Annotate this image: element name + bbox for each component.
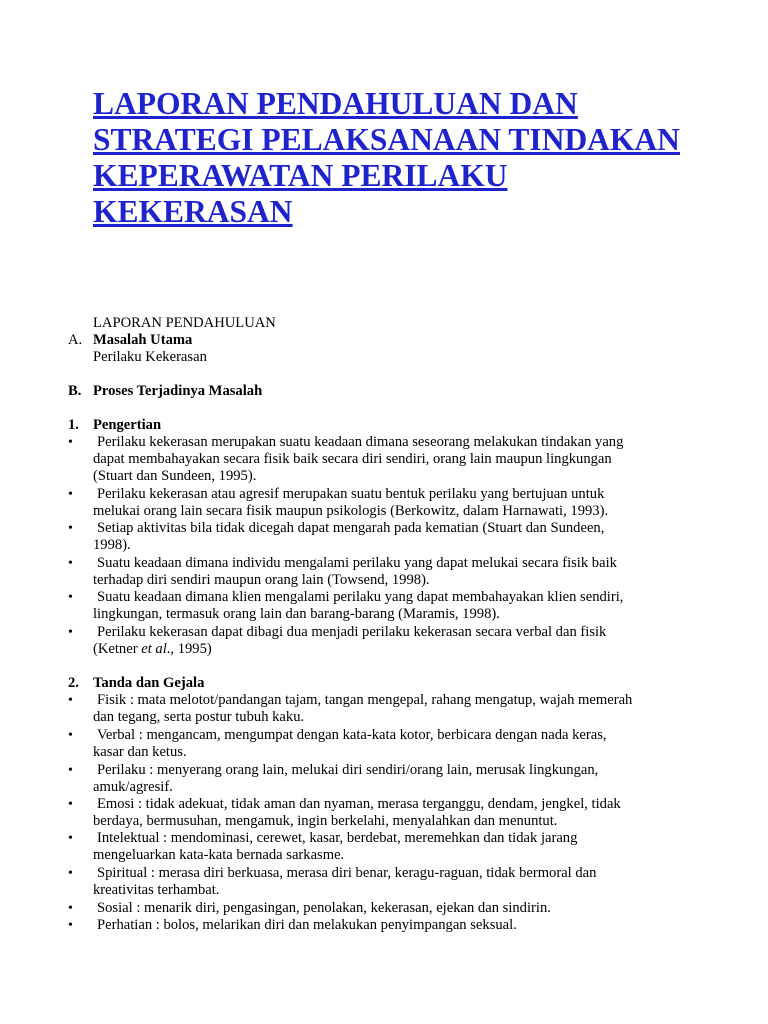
list-item-line: amuk/agresif. xyxy=(93,779,173,795)
list-item-line: berdaya, bermusuhan, mengamuk, ingin berkelahi, menyalahkan dan menuntut. xyxy=(93,813,558,829)
bullet-icon: • xyxy=(68,487,73,502)
list-item-line: Perilaku kekerasan dapat dibagi dua menjadi perilaku kekerasan secara verbal dan fisik xyxy=(97,624,607,640)
list-item-line: Suatu keadaan dimana klien mengalami perilaku yang dapat membahayakan klien sendiri, xyxy=(97,589,624,605)
list-item-line: Fisik : mata melotot/pandangan tajam, tangan mengepal, rahang mengatup, wajah memerah xyxy=(97,692,633,708)
bullet-icon: • xyxy=(68,625,73,640)
list-item-line: kasar dan ketus. xyxy=(93,744,187,760)
bullet-icon: • xyxy=(68,866,73,881)
sub2-marker: 2. xyxy=(68,675,79,691)
bullet-icon: • xyxy=(68,521,73,536)
section-header: LAPORAN PENDAHULUAN xyxy=(93,315,276,331)
sub1-heading: Pengertian xyxy=(93,417,162,433)
bullet-icon: • xyxy=(68,728,73,743)
bullet-icon: • xyxy=(68,918,73,933)
list-item-line: terhadap diri sendiri maupun orang lain (Towsend, 1998). xyxy=(93,572,430,588)
section-b-heading: Proses Terjadinya Masalah xyxy=(93,383,263,399)
bullet-icon: • xyxy=(68,556,73,571)
page-title[interactable] xyxy=(93,86,713,230)
list-item-line: Perilaku kekerasan merupakan suatu keadaan dimana seseorang melakukan tindakan yang xyxy=(97,434,624,450)
list-item-line: Perilaku : menyerang orang lain, melukai diri sendiri/orang lain, merusak lingkungan, xyxy=(97,762,599,778)
list-item-line: mengeluarkan kata-kata bernada sarkasme. xyxy=(93,847,345,863)
section-b-marker: B. xyxy=(68,383,82,399)
section-a-text: Perilaku Kekerasan xyxy=(93,349,207,365)
bullet-icon: • xyxy=(68,831,73,846)
list-item-line: lingkungan, termasuk orang lain dan barang-barang (Maramis, 1998). xyxy=(93,606,500,622)
list-item-line: Setiap aktivitas bila tidak dicegah dapat mengarah pada kematian (Stuart dan Sundeen, xyxy=(97,520,605,536)
list-item-line: Emosi : tidak adekuat, tidak aman dan nyaman, merasa terganggu, dendam, jengkel, tidak xyxy=(97,796,621,812)
list-item-line: Sosial : menarik diri, pengasingan, penolakan, kekerasan, ejekan dan sindirin. xyxy=(97,900,551,916)
bullet-icon: • xyxy=(68,435,73,450)
list-item-line: Perilaku kekerasan atau agresif merupakan suatu bentuk perilaku yang bertujuan untuk xyxy=(97,486,605,502)
list-item-line: kreativitas terhambat. xyxy=(93,882,220,898)
list-item-line: dan tegang, serta postur tubuh kaku. xyxy=(93,709,305,725)
list-item-line: (Stuart dan Sundeen, 1995). xyxy=(93,468,257,484)
citation-italic: et al xyxy=(141,641,167,657)
list-item-line: Intelektual : mendominasi, cerewet, kasar, berdebat, meremehkan dan tidak jarang xyxy=(97,830,578,846)
list-item-line xyxy=(93,641,212,658)
bullet-icon: • xyxy=(68,693,73,708)
list-item-line: Spiritual : merasa diri berkuasa, merasa diri benar, keragu-raguan, tidak bermoral dan xyxy=(97,865,597,881)
bullet-icon: • xyxy=(68,797,73,812)
citation-pre: (Ketner xyxy=(93,641,142,657)
sub2-heading: Tanda dan Gejala xyxy=(93,675,205,691)
list-item-line: Perhatian : bolos, melarikan diri dan melakukan penyimpangan seksual. xyxy=(97,917,517,933)
section-a-marker: A. xyxy=(68,332,83,348)
citation-post: ., 1995) xyxy=(166,641,212,657)
bullet-icon: • xyxy=(68,590,73,605)
list-item-line: Verbal : mengancam, mengumpat dengan kata-kata kotor, berbicara dengan nada keras, xyxy=(97,727,607,743)
title-link[interactable]: LAPORAN PENDAHULUAN DAN STRATEGI PELAKSANAAN TINDAKAN KEPERAWATAN PERILAKU KEKERASAN xyxy=(93,86,680,229)
sub1-marker: 1. xyxy=(68,417,79,433)
bullet-icon: • xyxy=(68,901,73,916)
list-item-line: melukai orang lain secara fisik maupun psikologis (Berkowitz, dalam Harnawati, 1993). xyxy=(93,503,609,519)
list-item-line: Suatu keadaan dimana individu mengalami perilaku yang dapat melukai secara fisik baik xyxy=(97,555,617,571)
section-a-heading: Masalah Utama xyxy=(93,332,193,348)
bullet-icon: • xyxy=(68,763,73,778)
list-item-line: dapat membahayakan secara fisik baik secara diri sendiri, orang lain maupun lingkungan xyxy=(93,451,612,467)
list-item-line: 1998). xyxy=(93,537,131,553)
